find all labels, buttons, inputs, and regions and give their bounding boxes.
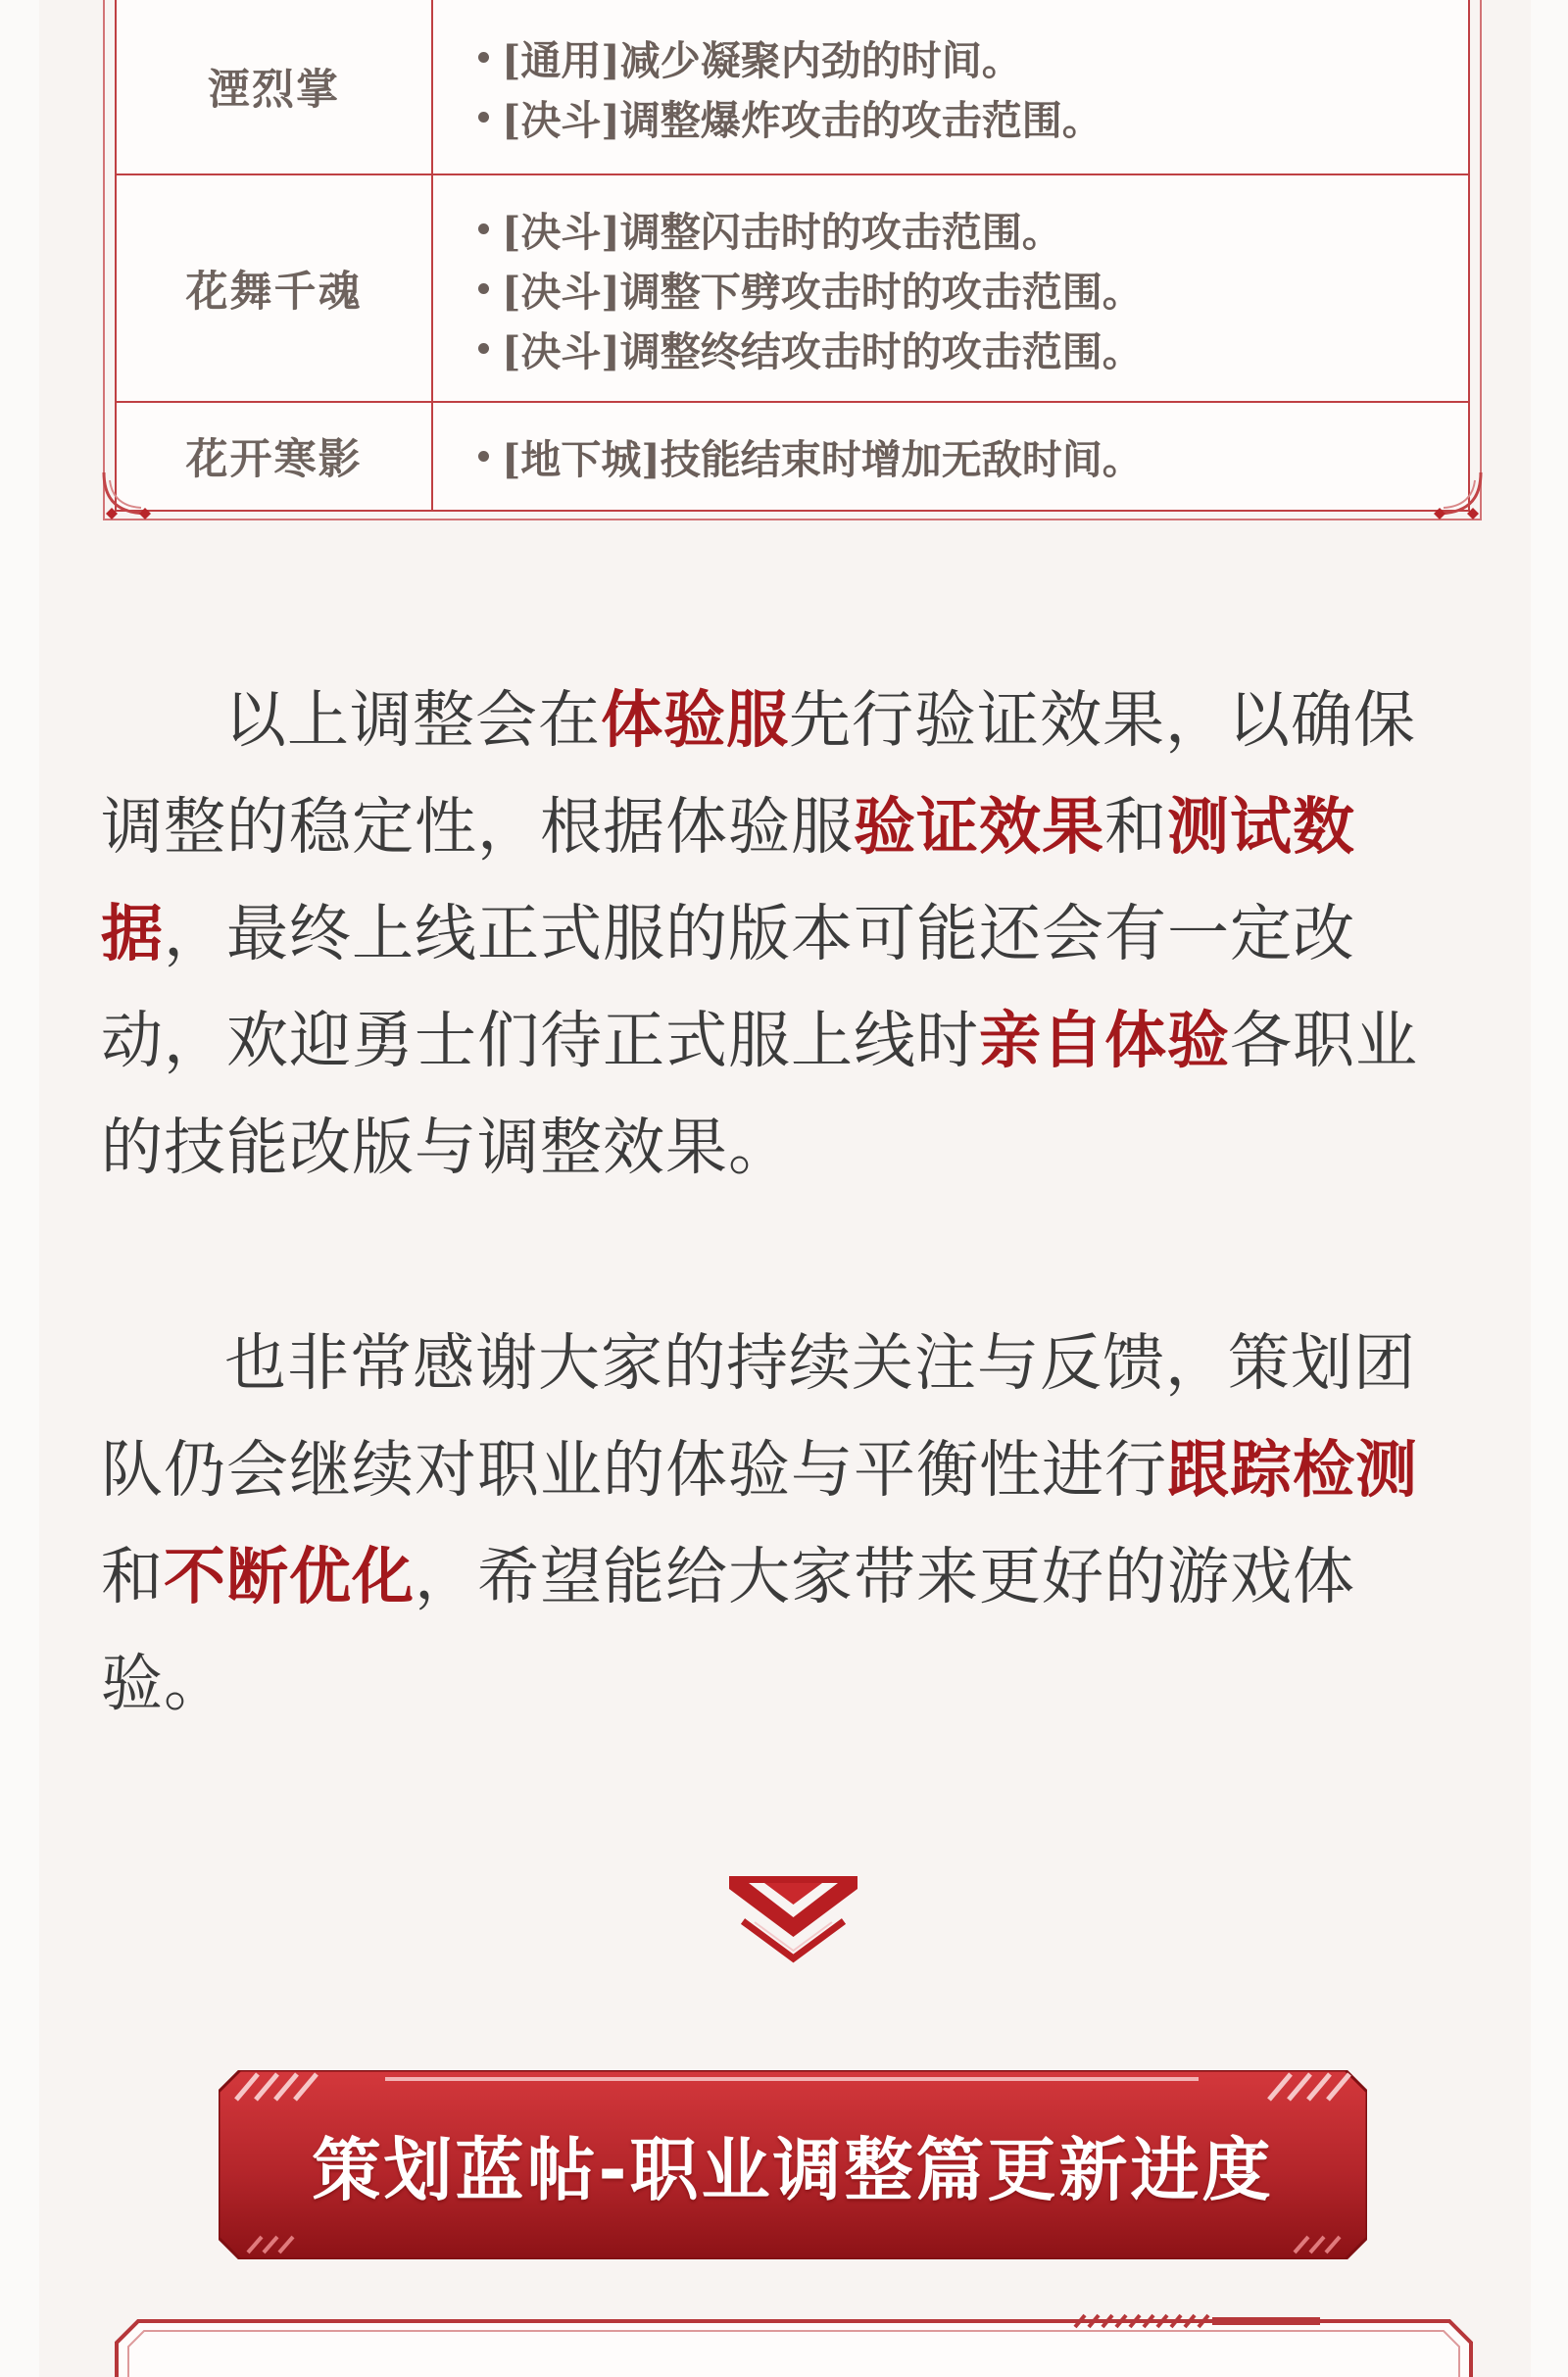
change-text: [决斗]调整终结攻击时的攻击范围。	[502, 327, 1143, 375]
skill-changes	[432, 174, 1469, 402]
highlight-text: 验证效果	[854, 791, 1104, 863]
closing-paragraph-1	[101, 667, 1434, 1201]
change-text: [通用]减少凝聚内劲的时间。	[502, 36, 1022, 84]
change-text: [决斗]调整爆炸攻击的攻击范围。	[502, 96, 1102, 144]
bullet-icon	[478, 451, 489, 462]
paragraph-text: 以上调整会在	[224, 684, 601, 756]
corner-ornament-left-icon	[96, 463, 159, 525]
highlight-text: 亲自体验	[979, 1005, 1230, 1076]
change-text: [地下城]技能结束时增加无敌时间。	[502, 436, 1143, 483]
skill-changes	[432, 402, 1469, 511]
highlight-text: 体验服	[601, 684, 789, 756]
skill-name: 湮烈掌	[116, 0, 432, 174]
paragraph-text: 各职业的技能改版与调整效果。	[101, 1005, 1418, 1183]
list-item	[478, 27, 1468, 87]
paragraph-text: ，最终上线正式服的版本可能还会有一定改动，欢迎勇士们待正式服上线时	[101, 898, 1355, 1076]
chevron-down-icon	[729, 1876, 858, 1963]
list-item	[478, 426, 1468, 486]
paragraph-text: 和	[1104, 791, 1167, 863]
list-item	[478, 87, 1468, 147]
skill-changes	[432, 0, 1469, 174]
paragraph-text: ，希望能给大家带来更好的游戏体验。	[101, 1541, 1355, 1719]
table-row	[116, 402, 1469, 511]
paragraph-text: 先行验证效果，以确保调整的稳定性，根据体验服	[101, 684, 1416, 863]
change-text: [决斗]调整下劈攻击时的攻击范围。	[502, 268, 1143, 316]
skill-change-table	[115, 0, 1470, 512]
skill-name: 花开寒影	[116, 402, 432, 511]
list-item	[478, 319, 1468, 378]
corner-ornament-right-icon	[1426, 463, 1489, 525]
highlight-text: 不断优化	[164, 1541, 415, 1612]
change-text: [决斗]调整闪击时的攻击范围。	[502, 208, 1062, 256]
closing-paragraph-2	[101, 1310, 1434, 1737]
list-item	[478, 259, 1468, 319]
highlight-text: 测试数据	[101, 791, 1355, 969]
bullet-icon	[478, 112, 489, 123]
list-item	[478, 199, 1468, 259]
bullet-icon	[478, 52, 489, 63]
highlight-text: 跟踪检测	[1167, 1434, 1418, 1506]
bullet-icon	[478, 283, 489, 294]
bullet-icon	[478, 343, 489, 354]
skill-name: 花舞千魂	[116, 174, 432, 402]
section-banner-title: 策划蓝帖-职业调整篇更新进度	[312, 2130, 1274, 2210]
table-row	[116, 0, 1469, 174]
paragraph-text: 也非常感谢大家的持续关注与反馈，策划团队仍会继续对职业的体验与平衡性进行	[101, 1327, 1416, 1506]
table-row	[116, 174, 1469, 402]
paragraph-text: 和	[101, 1541, 164, 1612]
next-section-frame	[115, 2313, 1473, 2377]
bullet-icon	[478, 223, 489, 234]
